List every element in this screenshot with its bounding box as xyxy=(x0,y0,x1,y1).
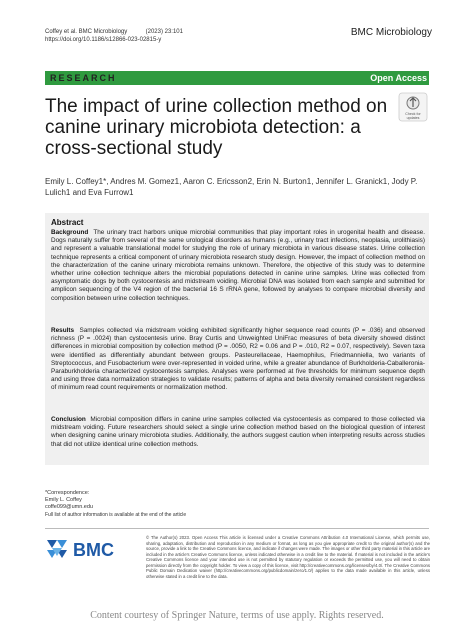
results-text: Samples collected via midstream voiding exhibited significantly higher sequence read counts (P = .036) and observed richness (P = .0024) than cystocentesis urine. Bray Curtis and Unweighted UniFrac measures of beta diversity showed distinct differences in microbial composition by collection method (P = .0050, R2 = 0.06 and P = .010, R2 = 0.07, respectively). Seven taxa were identified as differentially abundant between groups. Pasteurellaceae, Haemophilus, Friedmanniella, two variants of Streptococcus, and Fusobacterium were over-represented in voided urine, while a greater abundance of Burkholderia-Caballeronia-Paraburkholderia characterized cystocentesis samples. Analyses were performed at five thresholds for minimum sequence depth and using three data normalization strategies to validate results; patterns of alpha and beta diversity remained consistent regardless of minimum read count requirements or normalization method. xyxy=(51,327,425,392)
courtesy-notice: Content courtesy of Springer Nature, terms of use apply. Rights reserved. xyxy=(90,610,384,621)
correspondence-name: Emily L. Coffey xyxy=(45,497,82,503)
bmc-logo xyxy=(45,537,135,561)
bmc-logo-text: BMC xyxy=(73,540,114,560)
conclusion-text: Microbial composition differs in canine urine samples collected via cystocentesis as compared to those collected via midstream voiding. Future researchers should select a single urine collection method based on the biological question of interest when designing canine urinary microbiota studies. Additionally, the authors suggest caution when interpreting results across studies that did not utilize identical urine collection methods. xyxy=(51,416,425,448)
conclusion-label: Conclusion xyxy=(51,416,86,423)
abstract-results xyxy=(51,327,425,393)
author-info-note: Full list of author information is available at the end of the article xyxy=(45,512,187,518)
license-text: © The Author(s) 2023. Open Access This article is licensed under a Creative Commons Attribution 4.0 International License, which permits use, sharing, adaptation, distribution and reproduction in any medium or format, as long as you give appropriate credit to the original author(s) and the source, provide a link to the Creative Commons licence, and indicate if changes were made. The images or other third party material in this article are included in the article's Creative Commons licence, unless indicated otherwise in a credit line to the material. If material is not included in the article's Creative Commons licence and your intended use is not permitted by statutory regulation or exceeds the permitted use, you will need to obtain permission directly from the copyright holder. To view a copy of this licence, visit http://creativecommons.org/licenses/by/4.0/. The Creative Commons Public Domain Dedication waiver (http://creativecommons.org/publicdomain/zero/1.0/) applies to the data made available in this article, unless otherwise stated in a credit line to the data. xyxy=(146,535,430,579)
background-label: Background xyxy=(51,229,89,236)
section-label: RESEARCH xyxy=(50,73,117,83)
author-list: Emily L. Coffey1*, Andres M. Gomez1, Aaron C. Ericsson2, Erin N. Burton1, Jennifer L. Granick1, Jody P. Lulich1 and Eva Furrow1 xyxy=(45,177,418,197)
correspondence-label: *Correspondence: xyxy=(45,490,90,496)
check-for-updates-icon[interactable] xyxy=(398,92,428,122)
badge-line2: updates xyxy=(406,116,420,120)
open-access-label: Open Access xyxy=(370,73,427,83)
journal-name: BMC Microbiology xyxy=(350,27,432,38)
abstract-background xyxy=(51,229,425,303)
badge-line1: Check for xyxy=(405,112,421,116)
results-label: Results xyxy=(51,327,75,334)
abstract-heading: Abstract xyxy=(51,218,84,227)
citation-journal: Coffey et al. BMC Microbiology xyxy=(45,29,128,35)
citation-year: (2023) 23:101 xyxy=(145,29,183,35)
divider xyxy=(45,528,429,529)
background-text: The urinary tract harbors unique microbial communities that play important roles in urogenital health and disease. Dogs naturally suffer from several of the same urological disorders as humans (e.g., urinary tract infections, neoplasia, urolithiasis) and represent a valuable translational model for studying the role of urinary microbiota in various disease states. Urine collection technique represents a critical component of urinary microbiota research study design. However, the impact of collection method on the characterization of the canine urinary microbiota remains unknown. Therefore, the objective of this study was to determine whether urine collection technique alters the microbial populations detected in canine urine samples. Urine was collected from asymptomatic dogs by both cystocentesis and midstream voiding. Microbial DNA was isolated from each sample and submitted for amplicon sequencing of the V4 region of the bacterial 16 S rRNA gene, followed by analyses to compare microbial diversity and composition between urine collection techniques. xyxy=(51,229,425,302)
correspondence xyxy=(45,490,93,511)
doi-link[interactable]: https://doi.org/10.1186/s12866-023-02815-y xyxy=(45,37,162,43)
correspondence-email[interactable]: coffe099@umn.edu xyxy=(45,504,93,510)
citation-header xyxy=(45,28,183,44)
abstract-conclusion xyxy=(51,416,425,449)
article-title: The impact of urine collection method on canine urinary microbiota detection: a cross-sectional study xyxy=(45,96,388,159)
